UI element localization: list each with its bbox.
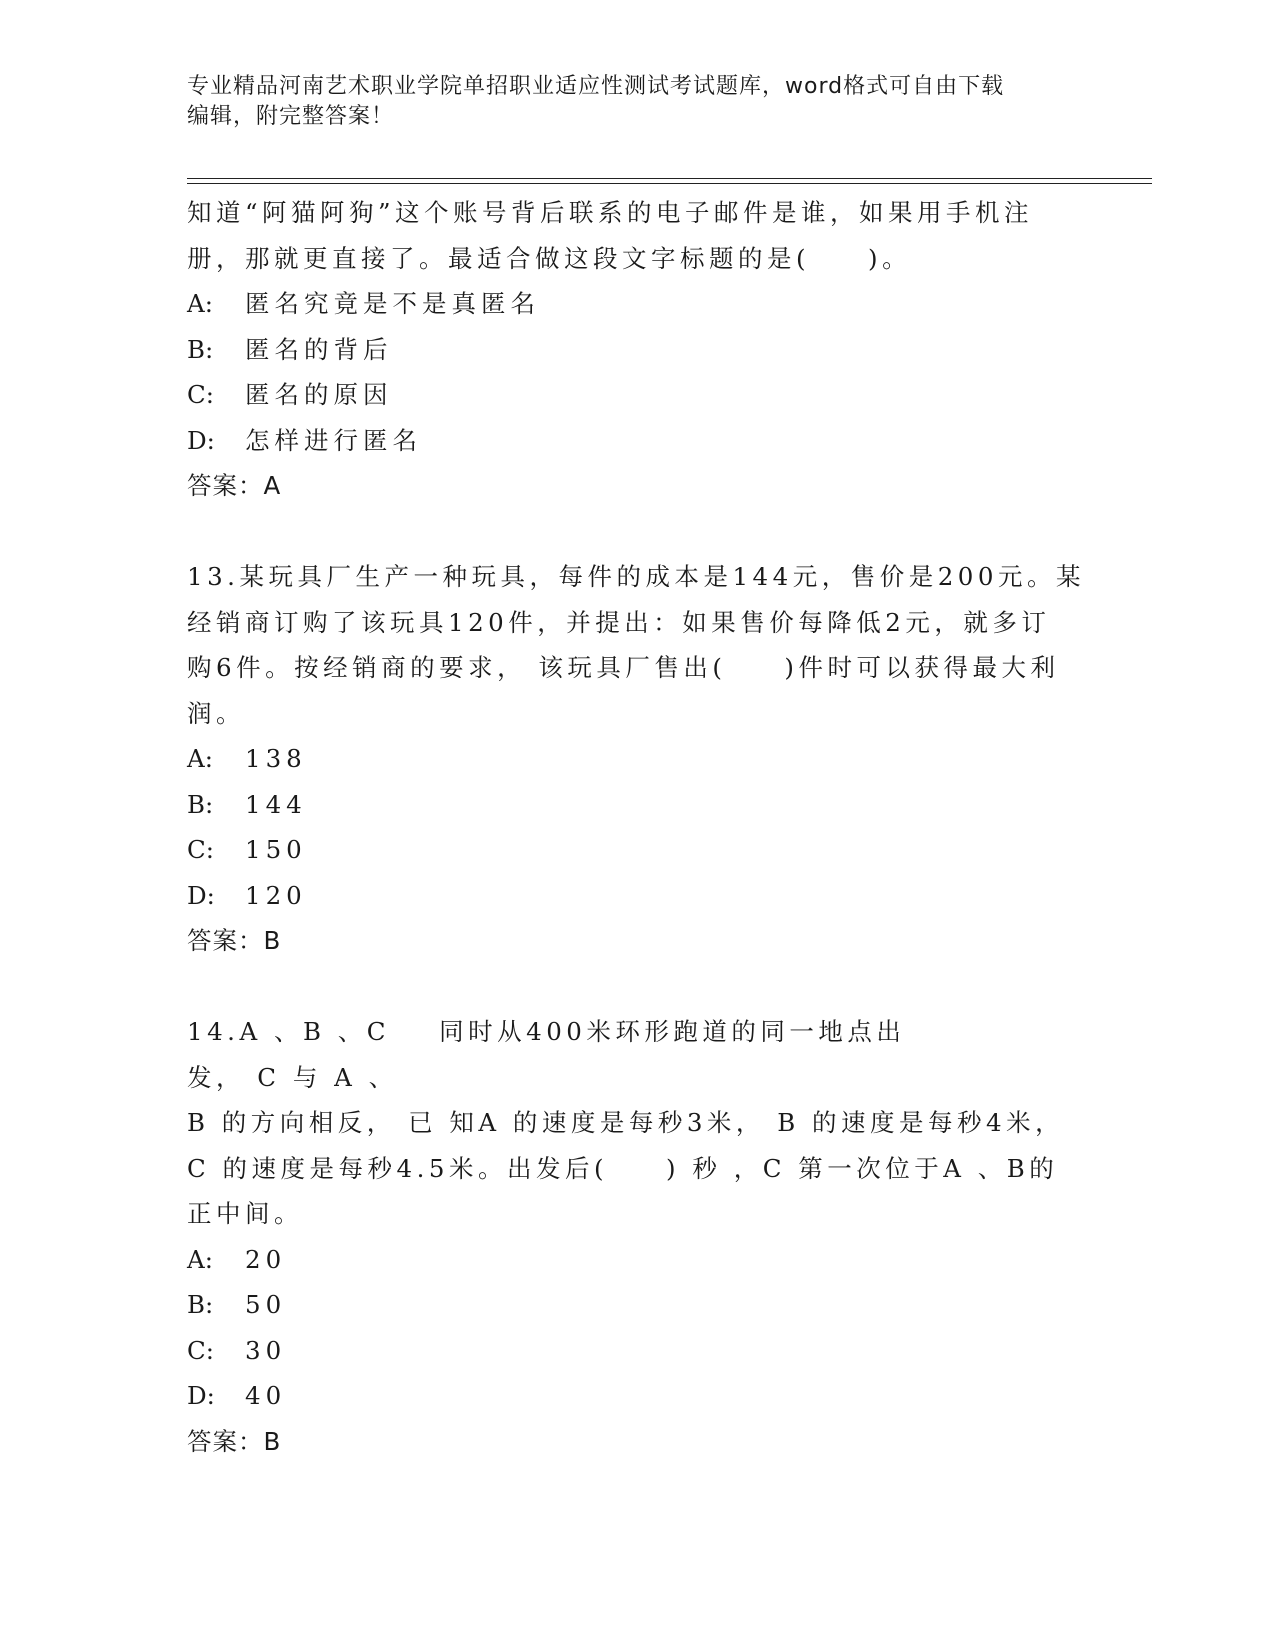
option-key: C:: [187, 1335, 215, 1365]
header-line-2: 编辑，附完整答案！: [187, 104, 395, 129]
question-text-line: 13.某玩具厂生产一种玩具，每件的成本是144元，售价是200元。某: [187, 562, 1085, 591]
question-14: [187, 1009, 1087, 1464]
option-key: B:: [187, 1290, 214, 1319]
question-text-line: 册，那就更直接了。最适合做这段文字标题的是( )。: [187, 243, 912, 273]
option-key: A:: [187, 1244, 213, 1274]
option-value: 138: [245, 744, 307, 773]
document-body: [187, 190, 1087, 1464]
option-value: 144: [245, 789, 307, 819]
question-text-line: 购6件。按经销商的要求， 该玩具厂售出( )件时可以获得最大利: [187, 653, 1060, 682]
option-key: A:: [187, 289, 213, 318]
option-b: [187, 782, 1087, 828]
question-text-line: 正中间。: [187, 1199, 303, 1228]
spacer: [187, 509, 1087, 555]
option-key: A:: [187, 744, 213, 773]
header-divider-bottom: [187, 183, 1152, 184]
question-text-line: 知道“阿猫阿狗”这个账号背后联系的电子邮件是谁，如果用手机注: [187, 198, 1034, 227]
question-12: [187, 190, 1087, 509]
question-text-line: 润。: [187, 698, 245, 728]
option-b: [187, 1282, 1087, 1328]
option-value: 50: [245, 1290, 287, 1319]
option-key: C:: [187, 835, 215, 864]
option-a: [187, 1237, 1087, 1283]
option-key: B:: [187, 789, 214, 819]
question-text-line: C 的速度是每秒4.5米。出发后( ) 秒 ，C 第一次位于A 、B的: [187, 1153, 1059, 1183]
option-c: [187, 372, 1087, 418]
option-value: 30: [245, 1335, 287, 1365]
option-value: 40: [245, 1381, 287, 1410]
option-key: D:: [187, 880, 215, 910]
header-line-1: 专业精品河南艺术职业学院单招职业适应性测试考试题库，word格式可自由下载: [187, 74, 1005, 99]
question-text-line: 14.A 、B 、C 同时从400米环形跑道的同一地点出发， C 与 A 、: [187, 1017, 906, 1092]
option-key: D:: [187, 425, 215, 455]
answer-line: 答案：B: [187, 1426, 282, 1456]
option-d: [187, 418, 1087, 464]
option-value: 匿名的背后: [245, 334, 393, 364]
option-value: 20: [245, 1244, 287, 1274]
option-a: [187, 736, 1087, 782]
option-value: 匿名究竟是不是真匿名: [245, 289, 540, 318]
question-13: [187, 554, 1087, 964]
option-a: [187, 281, 1087, 327]
option-d: [187, 1373, 1087, 1419]
document-header: [187, 72, 1067, 132]
option-c: [187, 827, 1087, 873]
option-d: [187, 873, 1087, 919]
answer-line: 答案：B: [187, 926, 282, 955]
option-value: 匿名的原因: [245, 380, 393, 409]
header-divider-top: [187, 178, 1152, 179]
option-key: C:: [187, 380, 215, 409]
answer-line: 答案：A: [187, 471, 282, 500]
question-text-line: 经销商订购了该玩具120件，并提出：如果售价每降低2元，就多订: [187, 607, 1051, 637]
option-value: 怎样进行匿名: [245, 425, 422, 455]
option-c: [187, 1328, 1087, 1374]
option-value: 150: [245, 835, 307, 864]
option-value: 120: [245, 880, 307, 910]
option-key: B:: [187, 334, 214, 364]
option-key: D:: [187, 1381, 215, 1410]
question-text-line: B 的方向相反， 已 知A 的速度是每秒3米， B 的速度是每秒4米，: [187, 1108, 1065, 1137]
option-b: [187, 327, 1087, 373]
spacer: [187, 964, 1087, 1010]
